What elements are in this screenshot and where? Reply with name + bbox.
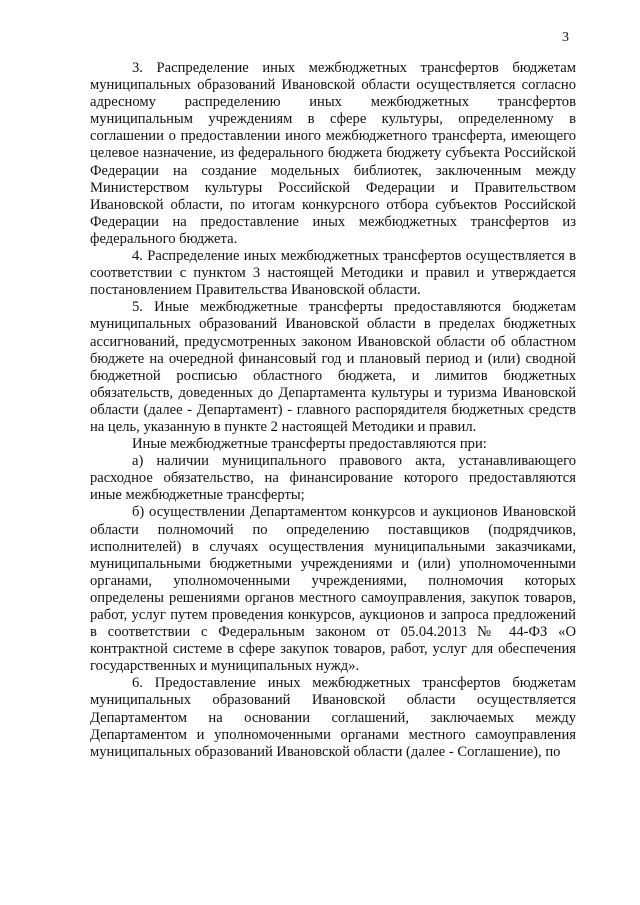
paragraph-4-distribution-approval: 4. Распределение иных межбюджетных трансфертов осуществляется в соответствии с пунктом 3 настоящей Методики и правил и утверждается постановлением Правительства Ивановской области. <box>90 248 576 299</box>
page-number: 3 <box>562 30 569 45</box>
paragraph-condition-b: б) осуществлении Департаментом конкурсов и аукционов Ивановской области полномочий по определению поставщиков (подрядчиков, исполнителей) в случаях осуществления муниципальными заказчиками, муниципальными бюджетными учреждениями и (или) уполномоченными органами, уполномоченными учреждениями, полномочия которых определены решениями органов местного самоуправления, закупок товаров, работ, услуг путем проведения конкурсов, аукционов и запроса предложений в соответствии с Федеральным законом от 05.04.2013 № 44-ФЗ «О контрактной системе в сфере закупок товаров, работ, услуг для обеспечения государственных и муниципальных нужд». <box>90 504 576 675</box>
paragraph-5-provision: 5. Иные межбюджетные трансферты предоставляются бюджетам муниципальных образований Ивановской области в пределах бюджетных ассигнований, предусмотренных законом Ивановской области об областном бюджете на очередной финансовый год и плановый период и (или) сводной бюджетной росписью областного бюджета, и лимитов бюджетных обязательств, доведенных до Департамента культуры и туризма Ивановской области (далее - Департамент) - главного распорядителя бюджетных средств на цель, указанную в пункте 2 настоящей Методики и правил. <box>90 299 576 435</box>
document-body <box>90 60 576 761</box>
paragraph-6-agreements: 6. Предоставление иных межбюджетных трансфертов бюджетам муниципальных образований Ивановской области осуществляется Департаментом на основании соглашений, заключаемых между Департаментом и уполномоченными органами местного самоуправления муниципальных образований Ивановской области (далее - Соглашение), по <box>90 675 576 760</box>
paragraph-3-distribution: 3. Распределение иных межбюджетных трансфертов бюджетам муниципальных образований Ивановской области осуществляется согласно адресному распределению иных межбюджетных трансфертов муниципальным учреждениям в сфере культуры, определенному в соглашении о предоставлении иного межбюджетного трансферта, имеющего целевое назначение, из федерального бюджета бюджету субъекта Российской Федерации на создание модельных библиотек, заключенным между Министерством культуры Российской Федерации и Правительством Ивановской области, по итогам конкурсного отбора субъектов Российской Федерации на предоставление иных межбюджетных трансфертов из федерального бюджета. <box>90 60 576 247</box>
paragraph-conditions-intro: Иные межбюджетные трансферты предоставляются при: <box>132 436 487 453</box>
paragraph-condition-a: а) наличии муниципального правового акта, устанавливающего расходное обязательство, на финансирование которого предоставляются иные межбюджетные трансферты; <box>90 453 576 504</box>
